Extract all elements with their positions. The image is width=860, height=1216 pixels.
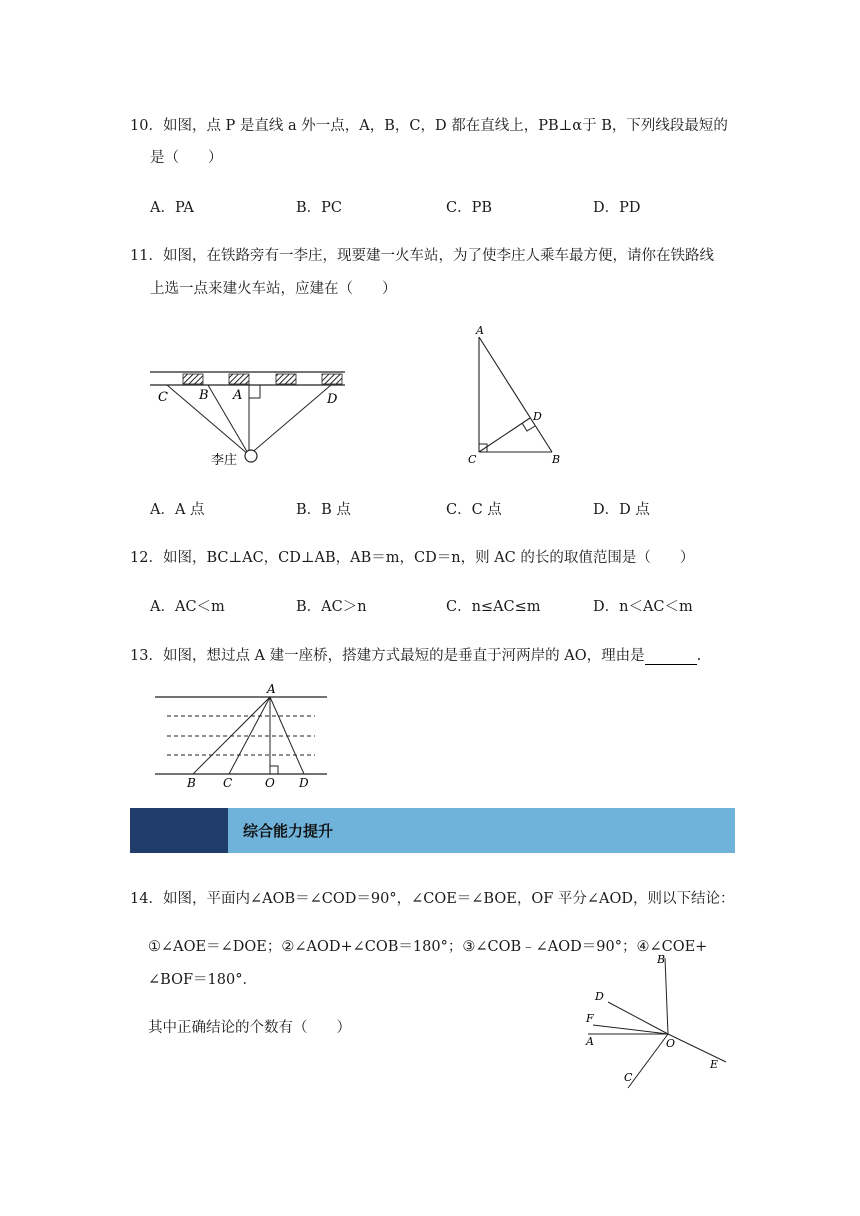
q10-stem-line1: 10．如图，点 P 是直线 a 外一点，A，B，C，D 都在直线上，PB⊥α于 B，下列线段最短的 [130, 118, 728, 134]
q14-stem-line4: 其中正确结论的个数有（ ） [148, 1020, 351, 1036]
q14-angle-figure [580, 950, 740, 1095]
q12-label-a: A [476, 324, 484, 337]
q13-stem-end: . [696, 648, 702, 664]
q12-label-c: C [468, 453, 477, 466]
q11-option-a[interactable]: A．A 点 [150, 502, 205, 518]
q13-stem [130, 644, 701, 665]
q11-stem-line1: 11．如图，在铁路旁有一李庄，现要建一火车站，为了使李庄人乘车最方便，请你在铁路线 [130, 248, 714, 264]
q10-option-a[interactable]: A．PA [150, 200, 194, 216]
q10-option-c[interactable]: C．PB [446, 200, 493, 216]
q13-label-d: D [299, 776, 309, 790]
q14-stem-line1: 14．如图，平面内∠AOB＝∠COD＝90°，∠COE＝∠BOE，OF 平分∠AOD，则以下结论： [130, 891, 735, 907]
q10-stem-line2: 是（ ） [150, 150, 223, 166]
q11-label-village: 李庄 [211, 453, 238, 468]
q14-label-f: F [586, 1012, 594, 1025]
q14-label-c: C [624, 1071, 633, 1084]
q12-stem: 12．如图，BC⊥AC，CD⊥AB，AB＝m，CD＝n，则 AC 的长的取值范围是（ ） [130, 550, 695, 566]
q12-option-d[interactable]: D．n＜AC＜m [593, 599, 693, 615]
q14-label-e: E [710, 1058, 719, 1071]
q14-label-d: D [595, 990, 604, 1003]
q11-stem-line2: 上选一点来建火车站，应建在（ ） [150, 281, 397, 297]
q13-label-o: O [265, 776, 275, 790]
q13-label-b: B [187, 776, 196, 790]
q13-label-c: C [223, 776, 233, 790]
q11-label-d: D [327, 392, 338, 407]
q10-option-b[interactable]: B．PC [296, 200, 343, 216]
q11-railway-figure [145, 365, 350, 470]
q11-option-b[interactable]: B．B 点 [296, 502, 351, 518]
q13-label-a: A [267, 682, 276, 696]
q11-label-c: C [158, 390, 168, 405]
q11-option-d[interactable]: D．D 点 [593, 502, 650, 518]
q11-option-c[interactable]: C．C 点 [446, 502, 502, 518]
section-title: 综合能力提升 [243, 822, 334, 840]
q12-label-d: D [533, 410, 542, 423]
q12-option-c[interactable]: C．n≤AC≤m [446, 599, 541, 615]
q11-label-b: B [199, 388, 209, 403]
q14-stem-line2: ①∠AOE＝∠DOE；②∠AOD+∠COB＝180°；③∠COB﹣∠AOD＝90°；④∠COE+ [148, 939, 708, 955]
section-banner [130, 808, 735, 853]
q12-label-b: B [552, 453, 561, 466]
q14-label-a: A [586, 1035, 594, 1048]
q12-triangle-figure [465, 322, 575, 467]
q14-label-o: O [666, 1037, 676, 1050]
q14-stem-line3: ∠BOF＝180°． [148, 972, 257, 988]
q14-label-b: B [657, 953, 666, 966]
section-banner-accent [130, 808, 228, 853]
q13-river-figure [155, 682, 335, 792]
q13-answer-blank[interactable] [645, 648, 697, 665]
q13-stem-text: 13．如图，想过点 A 建一座桥，搭建方式最短的是垂直于河两岸的 AO，理由是 [130, 648, 645, 664]
q11-label-a: A [233, 388, 243, 403]
q10-option-d[interactable]: D．PD [593, 200, 641, 216]
q12-option-a[interactable]: A．AC＜m [150, 599, 225, 615]
q12-option-b[interactable]: B．AC＞n [296, 599, 367, 615]
